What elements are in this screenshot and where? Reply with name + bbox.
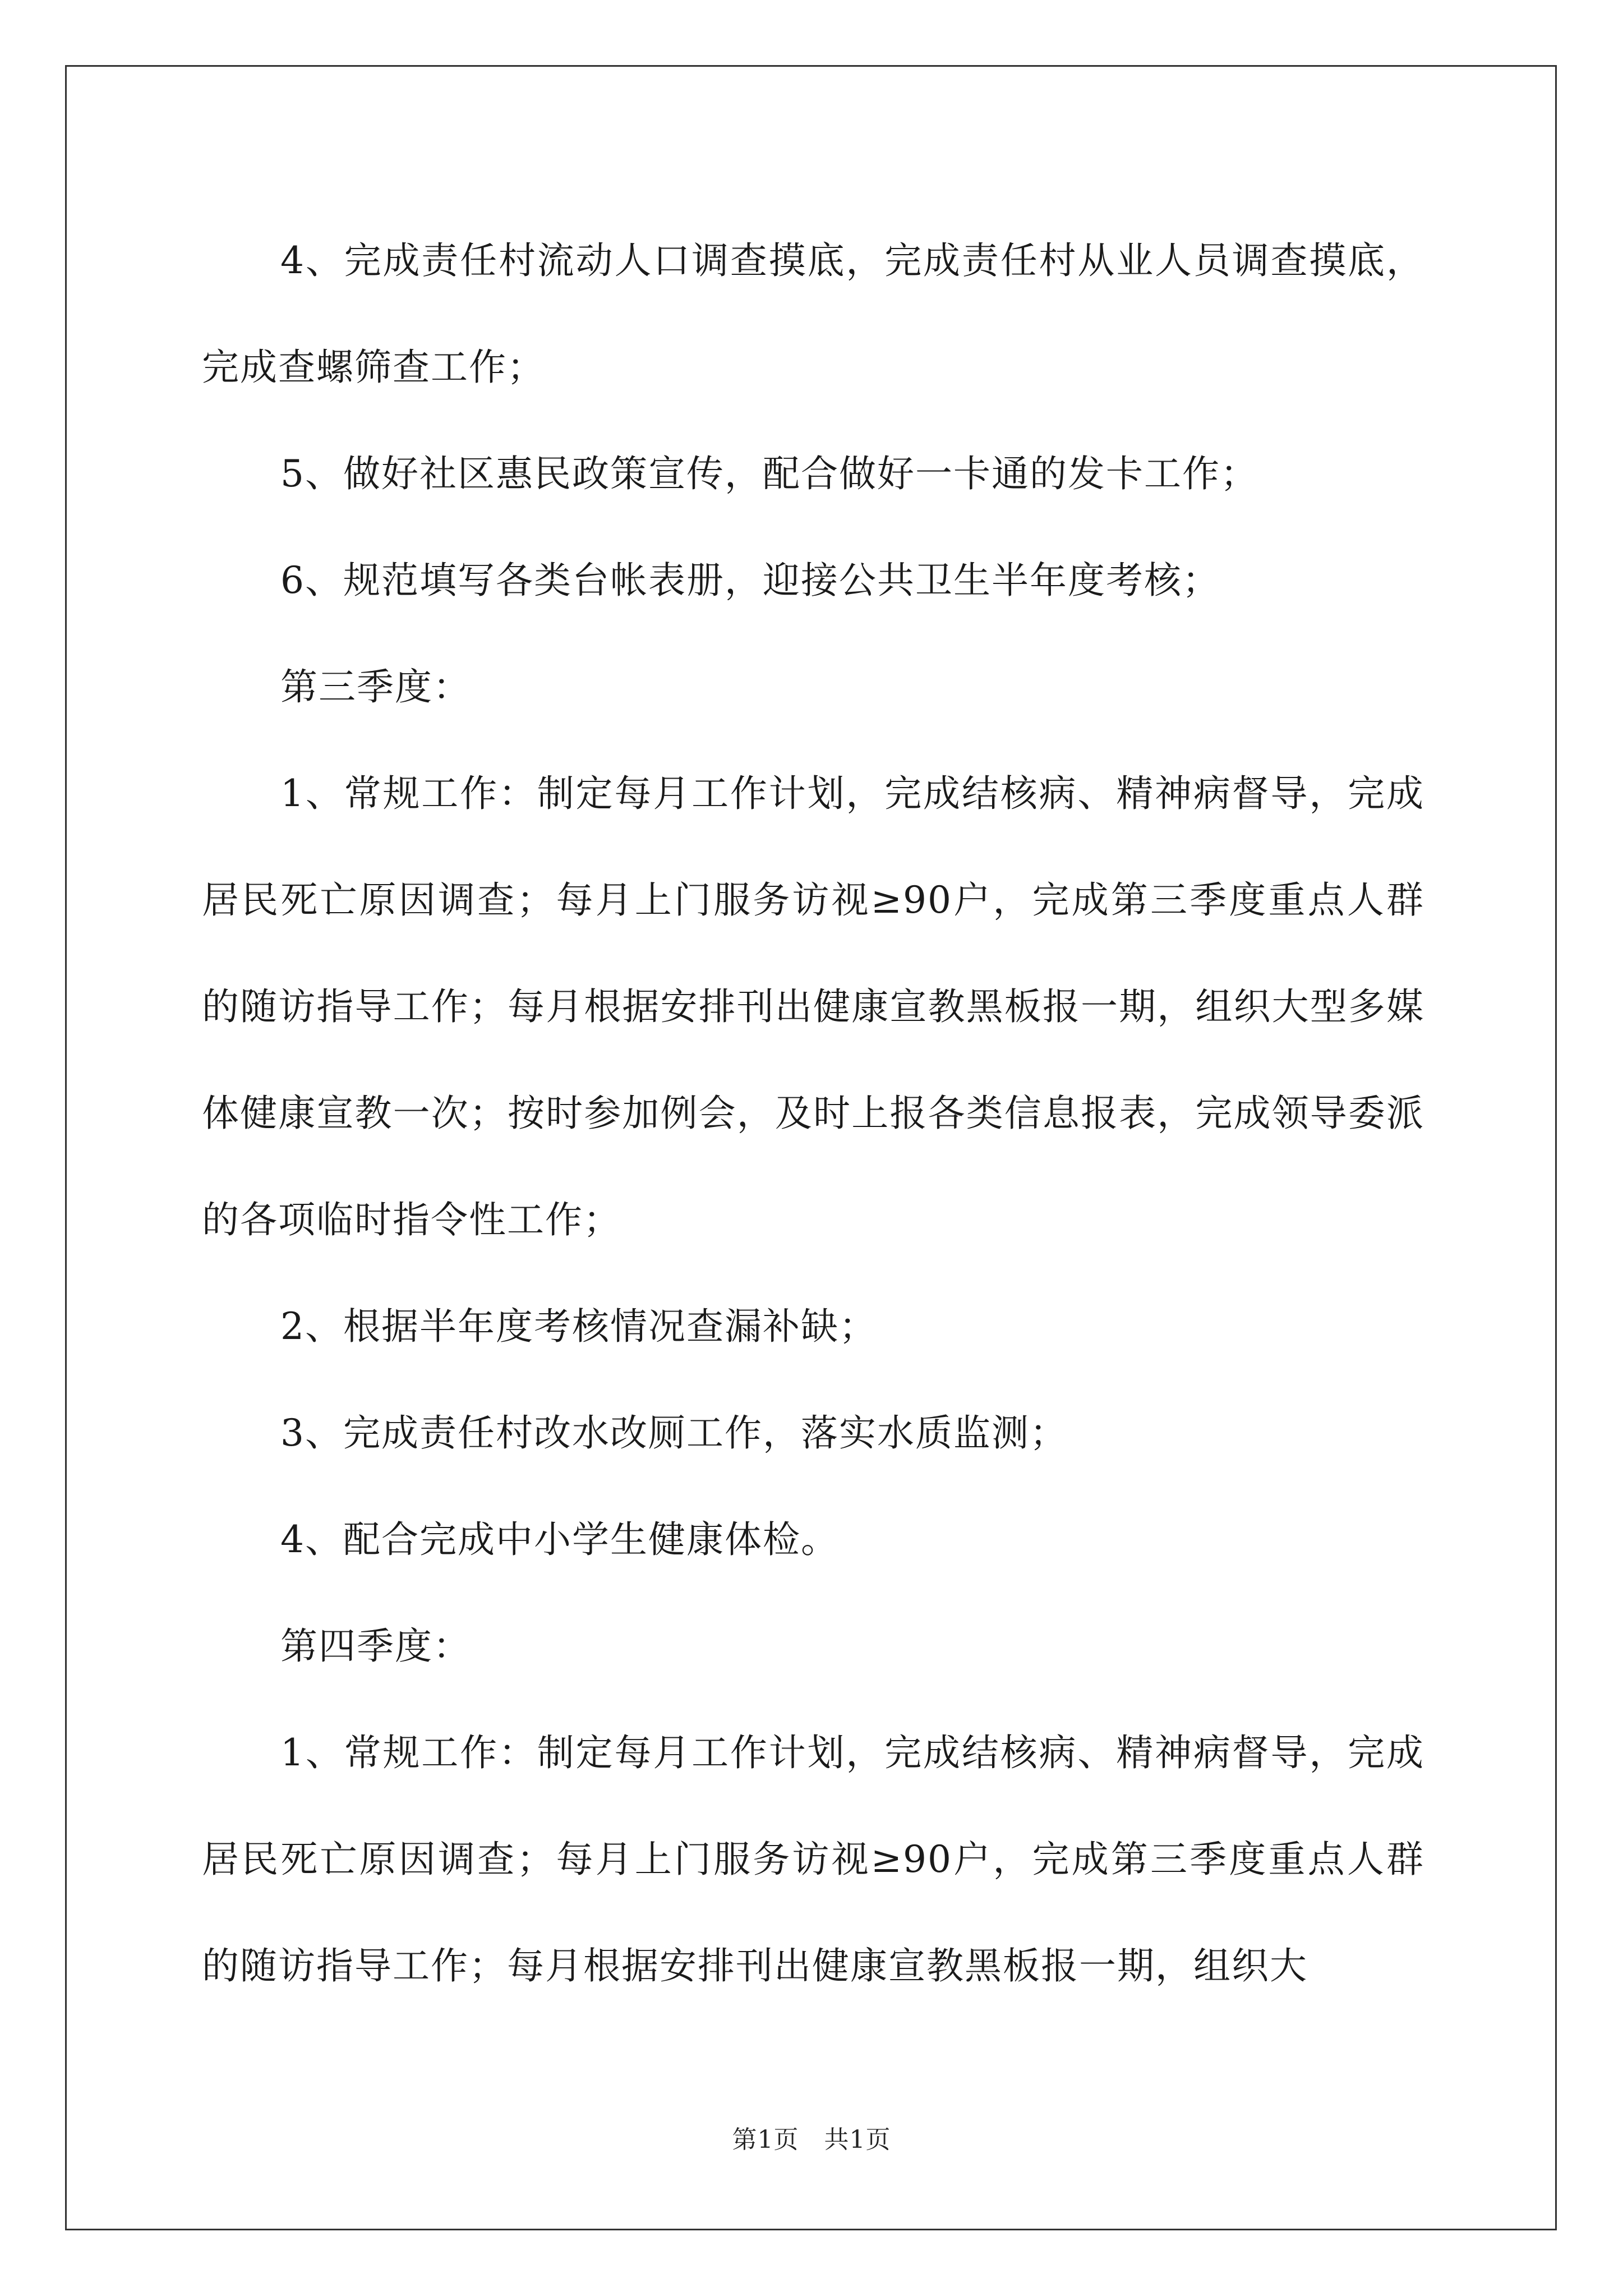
page-footer: 第1页 共1页 <box>732 2125 891 2154</box>
paragraph-q3-item-3: 3、完成责任村改水改厕工作，落实水质监测； <box>280 1411 1068 1455</box>
paragraph-q3-item-1: 1、常规工作：制定每月工作计划，完成结核病、精神病督导，完成居民死亡原因调查；每月上门服务访视≥90户，完成第三季度重点人群的随访指导工作；每月根据安排刊出健康宣教黑板报一期，组织大型多媒体健康宣教一次；按时参加例会，及时上报各类信息报表，完成领导委派的各项临时指令性工作； <box>202 772 1424 1241</box>
heading-q3: 第三季度： <box>280 665 471 708</box>
paragraph-q3-item-4: 4、配合完成中小学生健康体检。 <box>280 1518 839 1561</box>
paragraph-q2-item-6: 6、规范填写各类台帐表册，迎接公共卫生半年度考核； <box>280 559 1220 602</box>
paragraph-q4-item-1: 1、常规工作：制定每月工作计划，完成结核病、精神病督导，完成居民死亡原因调查；每月上门服务访视≥90户，完成第三季度重点人群的随访指导工作；每月根据安排刊出健康宣教黑板报一期，组织大 <box>202 1731 1424 1987</box>
heading-q4: 第四季度： <box>280 1625 471 1668</box>
document-body <box>202 208 1424 2019</box>
paragraph-q3-item-2: 2、根据半年度考核情况查漏补缺； <box>280 1305 877 1348</box>
paragraph-q2-item-5: 5、做好社区惠民政策宣传，配合做好一卡通的发卡工作； <box>280 452 1258 495</box>
paragraph-q2-item-4: 4、完成责任村流动人口调查摸底，完成责任村从业人员调查摸底，完成查螺筛查工作； <box>202 239 1424 389</box>
